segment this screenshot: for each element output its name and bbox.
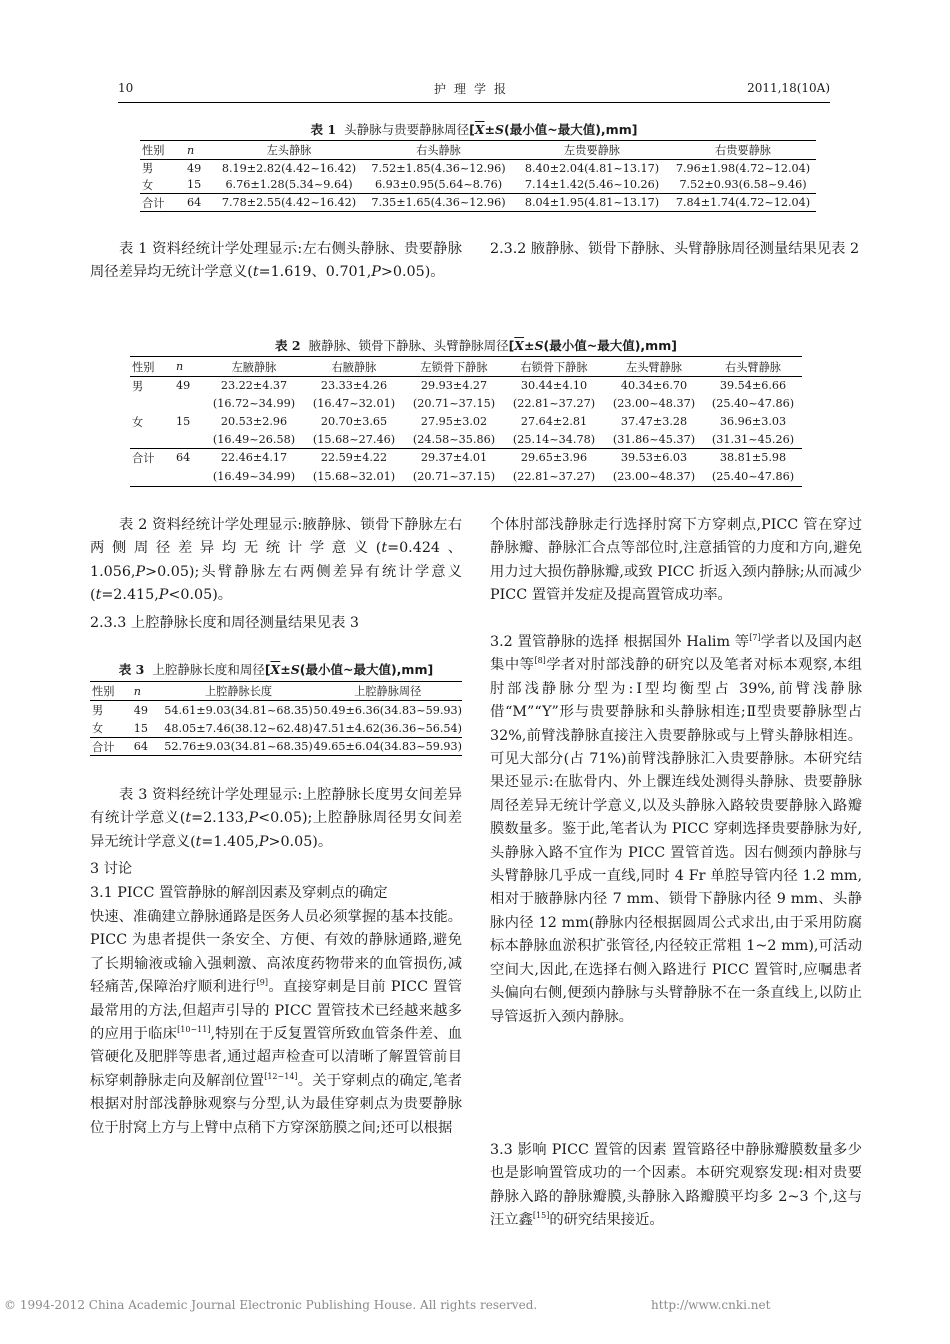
- table-row: 合计 64 7.78±2.55(4.42~16.42) 7.35±1.65(4.36~12.96) 8.04±1.95(4.81~13.17) 7.84±1.74(4.72~12.04): [140, 194, 816, 212]
- page-header: [118, 77, 830, 99]
- table-row: 男 49 8.19±2.82(4.42~16.42) 7.52±1.85(4.36~12.96) 8.40±2.04(4.81~13.17) 7.96±1.98(4.72~12.04): [142, 161, 811, 176]
- table3-header: n: [132, 682, 164, 701]
- table2-header: 右腋静脉: [304, 357, 404, 377]
- table-row: 女 15 20.53±2.96 20.70±3.65 27.95±3.02 27.64±2.81 37.47±3.28 36.96±3.03: [132, 415, 787, 429]
- table2-header: 左锁骨下静脉: [404, 357, 504, 377]
- section-3-1-heading: 3.1 PICC 置管静脉的解剖因素及穿刺点的确定: [90, 885, 388, 901]
- para-3-1-continued: 个体肘部浅静脉走行选择肘窝下方穿刺点,PICC 管在穿过静脉瓣、静脉汇合点等部位时,注意插管的力度和方向,避免用力过大损伤静脉瓣,或致 PICC 折返入颈内静脉;从而减少 PICC 置管并发症及提高置管成功率。: [490, 517, 862, 604]
- table-row: 男 49 54.61±9.03(34.81~68.35) 50.49±6.36(34.83~59.93): [92, 703, 462, 718]
- table1-header: 性别: [140, 141, 185, 160]
- table-row: 合计 64 22.46±4.17 22.59±4.22 29.37±4.01 29.65±3.96 39.53±6.03 38.81±5.98: [130, 449, 802, 467]
- table-row: 男 49 23.22±4.37 23.33±4.26 29.93±4.27 30.44±4.10 40.34±6.70 39.54±6.66: [132, 379, 787, 393]
- section-2-3-3: 2.3.3 上腔静脉长度和周径测量结果见表 3: [90, 615, 360, 631]
- table2: [130, 356, 802, 487]
- table1-header: 左头静脉: [215, 141, 363, 160]
- table2-header: n: [174, 357, 204, 377]
- table2-header: 左腋静脉: [204, 357, 304, 377]
- table-row: (16.49~34.99) (15.68~32.01) (20.71~37.15) (22.81~37.27) (23.00~48.37) (25.40~47.86): [130, 467, 802, 487]
- para-table1-result: 表 1 资料经统计学处理显示:左右侧头静脉、贵要静脉周径差异均无统计学意义(t=1.619、0.701,P>0.05)。: [90, 241, 462, 281]
- table3: [90, 681, 462, 756]
- table3-caption: 表 3 上腔静脉长度和周径[$\overline{X}\pm S$(最小值~最大值),mm]: [118, 662, 434, 677]
- table1-header: 右头静脉: [363, 141, 514, 160]
- journal-title: 护理学报: [433, 82, 514, 96]
- table-row: (16.49~26.58) (15.68~27.46) (24.58~35.86) (25.14~34.78) (31.86~45.37) (31.31~45.26): [212, 432, 795, 446]
- section-2-3-2: 2.3.2 腋静脉、锁骨下静脉、头臂静脉周径测量结果见表 2: [490, 241, 860, 257]
- table3-header: 上腔静脉长度: [164, 682, 314, 701]
- table1-header: 右贵要静脉: [670, 141, 816, 160]
- para-3-1: 快速、准确建立静脉通路是医务人员必须掌握的基本技能。PICC 为患者提供一条安全、方便、有效的静脉通路,避免了长期输液或输入强刺激、高浓度药物带来的血管损伤,减轻痛苦,保障治疗顺利进行[9]。直接穿刺是目前 PICC 置管最常用的方法,但超声引导的 PICC 置管技术已经越来越多的应用于临床[10~11],特别在于反复置管所致血管条件差、血管硬化及肥胖等患者,通过超声检查可以清晰了解置管前目标穿刺静脉走向及解剖位置[12~14]。关于穿刺点的确定,笔者根据对肘部浅静脉观察与分型,认为最佳穿刺点为贵要静脉位于肘窝上方与上臂中点稍下方穿深筋膜之间;还可以根据: [90, 909, 463, 1136]
- para-3-3: 3.3 影响 PICC 置管的因素 置管路径中静脉瓣膜数量多少也是影响置管成功的一个因素。本研究观察发现:相对贵要静脉入路的静脉瓣膜,头静脉入路瓣膜平均多 2~3 个,这与汪立鑫[15]的研究结果接近。: [490, 1142, 863, 1229]
- table2-header: 左头臂静脉: [604, 357, 704, 377]
- table3-header: 上腔静脉周径: [314, 682, 463, 701]
- para-table3-result: 表 3 资料经统计学处理显示:上腔静脉长度男女间差异有统计学意义(t=2.133,P<0.05);上腔静脉周径男女间差异无统计学意义(t=1.405,P>0.05)。: [90, 787, 462, 850]
- table2-header: 右锁骨下静脉: [504, 357, 604, 377]
- section-3-heading: 3 讨论: [90, 861, 133, 877]
- para-table2-result: 表 2 资料经统计学处理显示:腋静脉、锁骨下静脉左右两侧周径差异均无统计学意义(t=0.424、1.056,P>0.05);头臂静脉左右两侧差异有统计学意义(t=2.415,P<0.05)。: [90, 517, 462, 604]
- page-number: 10: [118, 81, 134, 95]
- header-rule: [118, 102, 830, 103]
- table1-header: 左贵要静脉: [514, 141, 670, 160]
- journal-volume: 2011,18(10A): [747, 81, 830, 95]
- table1-header: n: [185, 141, 215, 160]
- table1-caption: 表 1 头静脉与贵要静脉周径[$\overline{X}\pm S$(最小值~最大值),mm]: [310, 122, 638, 137]
- table-row: 女 15 6.76±1.28(5.34~9.64) 6.93±0.95(5.64~8.76) 7.14±1.42(5.46~10.26) 7.52±0.93(6.58~9.46): [142, 178, 807, 192]
- table-row: 女 15 48.05±7.46(38.12~62.48) 47.51±4.62(36.36~56.54): [92, 721, 462, 736]
- table2-header: 性别: [130, 357, 174, 377]
- table3-header: 性别: [90, 682, 132, 701]
- table2-header: 右头臂静脉: [704, 357, 802, 377]
- table1: [140, 140, 816, 212]
- footer-link[interactable]: http://www.cnki.net: [651, 1298, 771, 1312]
- table-row: 合计 64 52.76±9.03(34.81~68.35) 49.65±6.04(34.83~59.93): [90, 738, 462, 756]
- copyright-notice: © 1994-2012 China Academic Journal Electronic Publishing House. All rights reserved.: [4, 1298, 538, 1312]
- table-row: (16.72~34.99) (16.47~32.01) (20.71~37.15) (22.81~37.27) (23.00~48.37) (25.40~47.86): [212, 397, 795, 410]
- para-3-2: 3.2 置管静脉的选择 根据国外 Halim 等[7]学者以及国内赵集中等[8]学者对肘部浅静的研究以及笔者对标本观察,本组肘部浅静脉分型为:Ⅰ型均衡型占 39%,前臂浅静脉借“M”“Y”形与贵要静脉和头静脉相连;Ⅱ型贵要静脉型占 32%,前臂浅静脉直接注入贵要静脉或与上臂头静脉相连。可见大部分(占 71%)前臂浅静脉汇入贵要静脉。本研究结果还显示:在肱骨内、外上髁连线处测得头静脉、贵要静脉周径差异无统计学意义,以及头静脉入路较贵要静脉入路瓣膜数量多。鉴于此,笔者认为 PICC 穿刺选择贵要静脉为好,头静脉入路不宜作为 PICC 置管首选。因右侧颈内静脉与头臂静脉几乎成一直线,同时 4 Fr 单腔导管内径 1.2 mm,相对于腋静脉内径 7 mm、锁骨下静脉内径 9 mm、头静脉内径 12 mm(静脉内径根据圆周公式求出,由于采用防腐标本静脉血淤积扩张管径,内径较正常粗 1~2 mm),可活动空间大,因此,在选择右侧入路进行 PICC 置管时,应嘱患者头偏向右侧,便颈内静脉与头臂静脉不在一条直线上,以防止导管返折入颈内静脉。: [490, 633, 863, 1025]
- table2-caption: 表 2 腋静脉、锁骨下静脉、头臂静脉周径[$\overline{X}\pm S$(最小值~最大值),mm]: [275, 338, 677, 353]
